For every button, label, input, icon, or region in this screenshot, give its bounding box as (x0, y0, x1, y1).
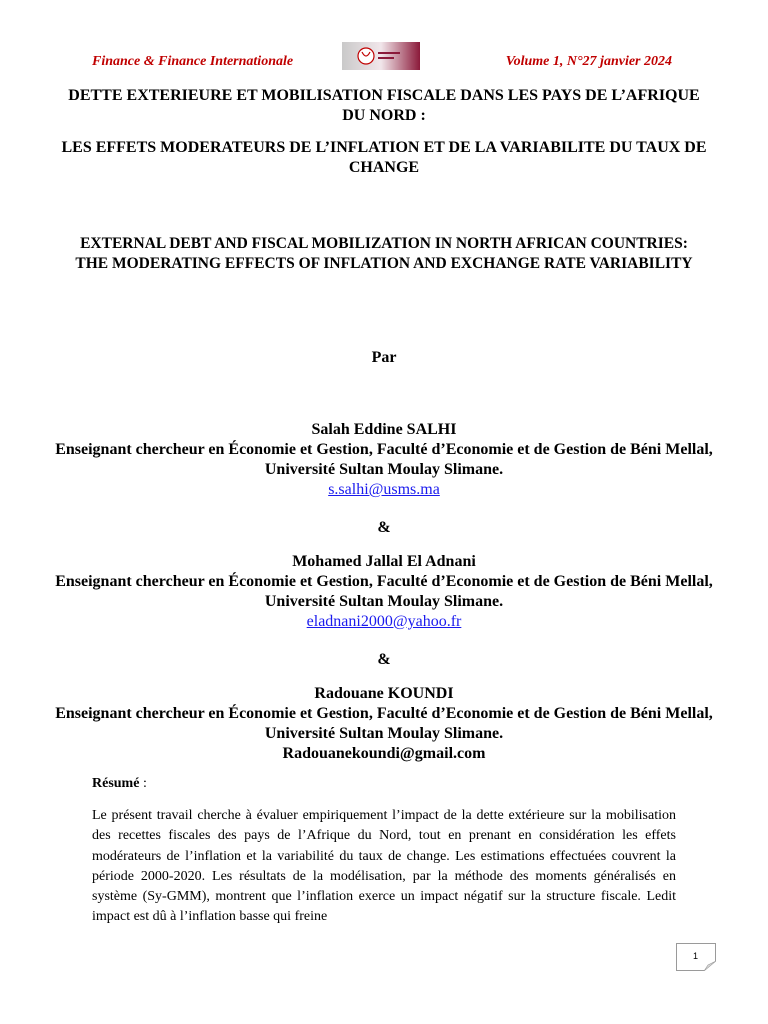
author-separator: & (377, 519, 391, 536)
title-french-line-1: DETTE EXTERIEURE ET MOBILISATION FISCALE DANS LES PAYS DE L’AFRIQUE DU NORD : (68, 87, 700, 124)
journal-logo-icon (342, 42, 420, 70)
title-english (60, 234, 708, 274)
page-number-box (676, 943, 716, 971)
abstract-heading (92, 776, 147, 792)
title-french-line-2: LES EFFETS MODERATEURS DE L’INFLATION ET DE LA VARIABILITE DU TAUX DE CHANGE (61, 139, 707, 176)
author-block-3 (40, 684, 728, 764)
page-number: 1 (693, 951, 699, 961)
author-name: Radouane KOUNDI (314, 685, 454, 702)
by-label: Par (371, 349, 397, 366)
author-email-link[interactable]: eladnani2000@yahoo.fr (306, 613, 462, 630)
author-name: Salah Eddine SALHI (311, 421, 457, 438)
journal-volume: Volume 1, N°27 janvier 2024 (505, 54, 672, 69)
author-block-2 (40, 552, 728, 632)
author-affiliation: Enseignant chercheur en Économie et Gestion, Faculté d’Economie et de Gestion de Béni Mellal, Université Sultan Moulay Slimane. (55, 705, 713, 742)
abstract-label-suffix: : (139, 776, 147, 791)
author-separator: & (377, 651, 391, 668)
title-english-line-1: EXTERNAL DEBT AND FISCAL MOBILIZATION IN NORTH AFRICAN COUNTRIES: (80, 235, 688, 252)
title-french (60, 86, 708, 190)
journal-name: Finance & Finance Internationale (92, 54, 294, 69)
author-affiliation: Enseignant chercheur en Économie et Gestion, Faculté d’Economie et de Gestion de Béni Mellal, Université Sultan Moulay Slimane. (55, 573, 713, 610)
page-curl-icon (704, 961, 716, 971)
abstract-label: Résumé (92, 776, 140, 791)
author-affiliation: Enseignant chercheur en Économie et Gestion, Faculté d’Economie et de Gestion de Béni Mellal, Université Sultan Moulay Slimane. (55, 441, 713, 478)
title-english-line-2: THE MODERATING EFFECTS OF INFLATION AND EXCHANGE RATE VARIABILITY (75, 255, 693, 272)
author-block-1 (40, 420, 728, 500)
author-email-link[interactable]: s.salhi@usms.ma (328, 481, 440, 498)
abstract-text: Le présent travail cherche à évaluer empiriquement l’impact de la dette extérieure sur la mobilisation des recettes fiscales des pays de l’Afrique du Nord, tout en prenant en considération les effets modérateurs de l’inflation et la variabilité du taux de change. Les estimations effectuées couvrent la période 2000-2020. Les résultats de la modélisation, par la méthode des moments généralisés en système (Sy-GMM), montrent que l’inflation exerce un impact négatif sur la structure fiscale. Ledit impact est dû à l’inflation basse qui freine (92, 808, 676, 925)
page-header (92, 42, 672, 78)
author-name: Mohamed Jallal El Adnani (292, 553, 476, 570)
author-email: Radouanekoundi@gmail.com (282, 745, 486, 762)
